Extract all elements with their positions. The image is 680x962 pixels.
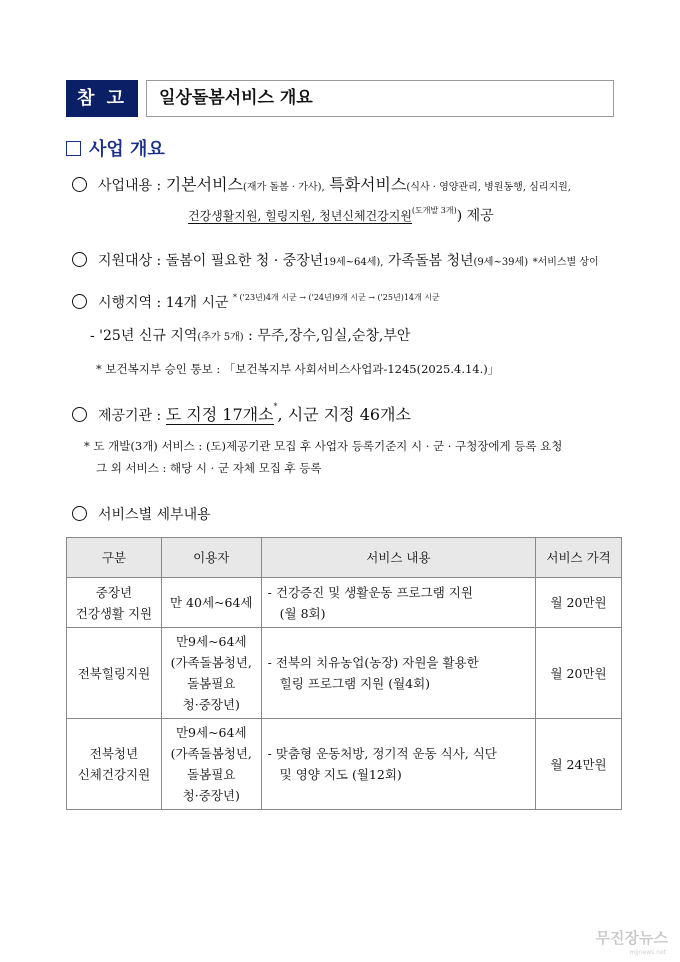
- content-line: 사업내용 : 기본서비스(재가 돌봄 · 가사), 특화서비스(식사 · 영양관리, 병원동행, 심리지원,: [72, 172, 571, 195]
- row-user: 만9세~64세 (가족돌봄청년, 돌봄필요 청·중장년): [161, 719, 261, 810]
- row-price: 월 20만원: [536, 628, 622, 719]
- row-content: - 전북의 치유농업(농장) 자원을 활용한 힐링 프로그램 지원 (월4회): [261, 628, 535, 719]
- row-content: - 건강증진 및 생활운동 프로그램 지원 (월 8회): [261, 578, 535, 628]
- row-price: 월 24만원: [536, 719, 622, 810]
- watermark-logo: 무진장뉴스: [595, 929, 668, 947]
- table-header: 구분: [67, 538, 162, 578]
- region-approval: * 보건복지부 승인 통보 : 「보건복지부 사회서비스사업과-1245(2025.4.14.)」: [96, 362, 500, 376]
- row-price: 월 20만원: [536, 578, 622, 628]
- circle-bullet-icon: [72, 294, 87, 309]
- provider-note-1: * 도 개발(3개) 서비스 : (도)제공기관 모집 후 사업자 등록기준지 시 · 군 · 구청장에게 등록 요청: [84, 439, 563, 453]
- row-user: 만 40세~64세: [161, 578, 261, 628]
- region-new: - '25년 신규 지역(추가 5개) : 무주,장수,임실,순창,부안: [90, 328, 411, 344]
- header: [66, 80, 614, 117]
- provider-line: 제공기관 : 도 지정 17개소*, 시군 지정 46개소: [72, 402, 411, 425]
- table-header: 이용자: [161, 538, 261, 578]
- table-header: 서비스 가격: [536, 538, 622, 578]
- header-title: 일상돌봄서비스 개요: [146, 80, 614, 117]
- details-line: 서비스별 세부내용: [72, 504, 211, 524]
- row-user: 만9세~64세 (가족돌봄청년, 돌봄필요 청·중장년): [161, 628, 261, 719]
- region-line: 시행지역 : 14개 시군 $^{* ('23년)4개 시군 \to ('24년)9개 시군 \to ('25년)14개 시군}$: [72, 292, 440, 312]
- content-line-2: 건강생활지원, 힐링지원, 청년신체건강지원$^{(도개발 3개)}$) 제공: [188, 206, 494, 224]
- circle-bullet-icon: [72, 506, 87, 521]
- checkbox-square-icon: [66, 141, 81, 156]
- table-row: [67, 628, 622, 719]
- table-row: [67, 719, 622, 810]
- section-title: 사업 개요: [66, 135, 165, 161]
- circle-bullet-icon: [72, 407, 87, 422]
- table-header: 서비스 내용: [261, 538, 535, 578]
- row-name: 중장년 건강생활 지원: [67, 578, 162, 628]
- table-header-row: [67, 538, 622, 578]
- watermark-url: mjjnews.net: [629, 949, 666, 956]
- row-name: 전북청년 신체건강지원: [67, 719, 162, 810]
- header-tag: 참 고: [66, 80, 138, 117]
- table-row: [67, 578, 622, 628]
- row-name: 전북힐링지원: [67, 628, 162, 719]
- circle-bullet-icon: [72, 252, 87, 267]
- service-table: [66, 537, 622, 810]
- row-content: - 맞춤형 운동처방, 정기적 운동 식사, 식단 및 영양 지도 (월12회): [261, 719, 535, 810]
- provider-note-2: 그 외 서비스 : 해당 시 · 군 자체 모집 후 등록: [96, 461, 322, 475]
- circle-bullet-icon: [72, 177, 87, 192]
- target-line: 지원대상 : 돌봄이 필요한 청 · 중장년19세~64세), 가족돌봄 청년(9세~39세) *서비스별 상이: [72, 250, 599, 270]
